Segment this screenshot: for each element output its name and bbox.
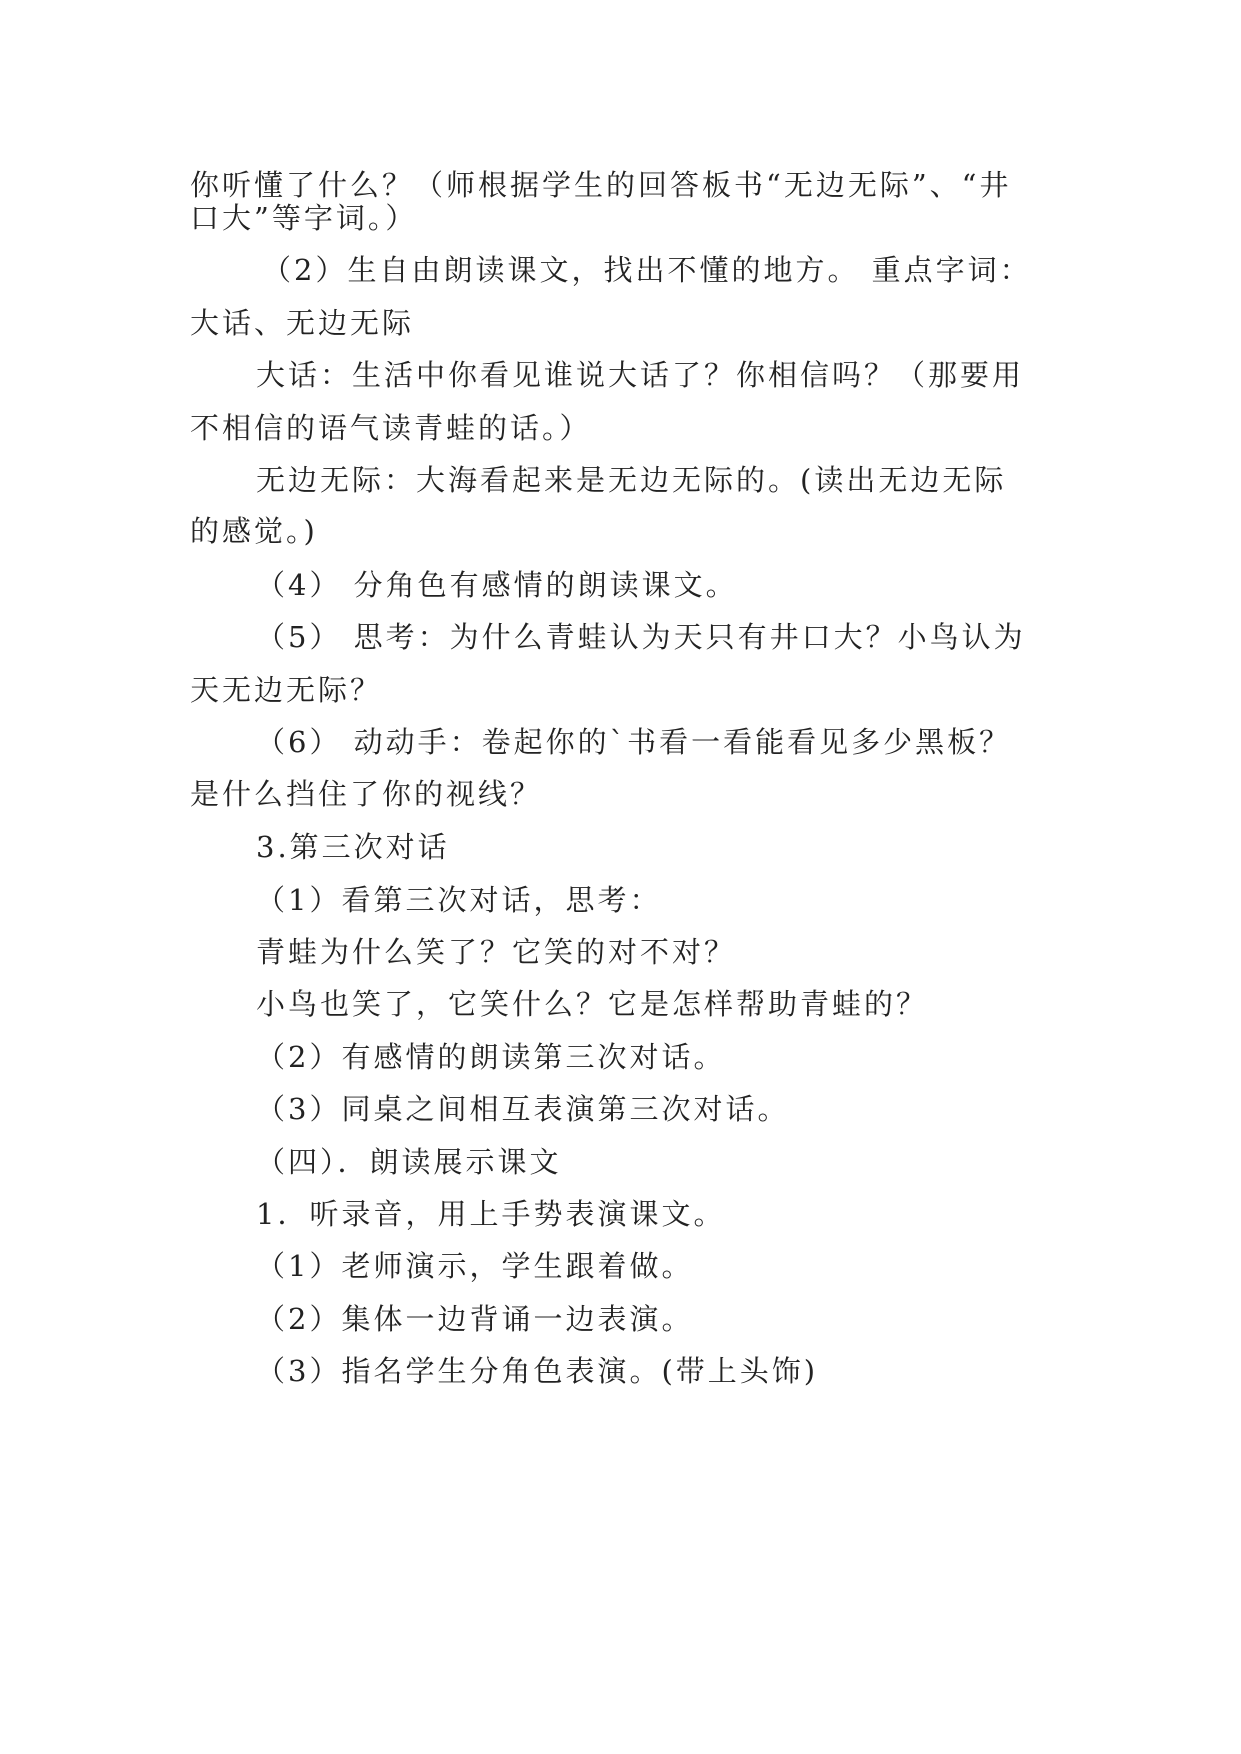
text-line-7: 无边无际：大海看起来是无边无际的。(读出无边无际	[256, 463, 1007, 497]
text-line-11: 天无边无际？	[190, 673, 383, 707]
text-line-2: 口大”等字词。）	[190, 201, 418, 235]
text-line-18: （2）有感情的朗读第三次对话。	[256, 1040, 726, 1074]
text-line-4: 大话、无边无际	[190, 306, 415, 340]
text-line-17: 小鸟也笑了，它笑什么？它是怎样帮助青蛙的？	[256, 987, 929, 1021]
text-line-8: 的感觉。)	[190, 514, 318, 548]
text-line-1: 你听懂了什么？（师根据学生的回答板书“无边无际”、“井	[190, 168, 1012, 202]
text-line-23: （2）集体一边背诵一边表演。	[256, 1302, 694, 1336]
text-line-13: 是什么挡住了你的视线？	[190, 777, 543, 811]
text-line-10: （5） 思考：为什么青蛙认为天只有井口大？小鸟认为	[256, 620, 1026, 654]
text-line-9: （4） 分角色有感情的朗读课文。	[256, 568, 738, 602]
text-line-22: （1）老师演示，学生跟着做。	[256, 1249, 694, 1283]
text-line-15: （1）看第三次对话，思考：	[256, 883, 662, 917]
text-line-3: （2）生自由朗读课文，找出不懂的地方。 重点字词：	[262, 253, 1032, 287]
text-line-14: 3.第三次对话	[256, 830, 450, 864]
text-line-20: （四）．朗读展示课文	[256, 1145, 562, 1179]
text-line-16: 青蛙为什么笑了？它笑的对不对？	[256, 935, 737, 969]
text-line-5: 大话：生活中你看见谁说大话了？你相信吗？（那要用	[256, 358, 1025, 392]
text-line-24: （3）指名学生分角色表演。(带上头饰)	[256, 1354, 819, 1388]
text-line-19: （3）同桌之间相互表演第三次对话。	[256, 1092, 790, 1126]
text-line-6: 不相信的语气读青蛙的话。）	[190, 411, 592, 445]
text-line-12: （6） 动动手：卷起你的`书看一看能看见多少黑板？	[256, 725, 1012, 759]
text-line-21: 1．听录音，用上手势表演课文。	[256, 1197, 726, 1231]
